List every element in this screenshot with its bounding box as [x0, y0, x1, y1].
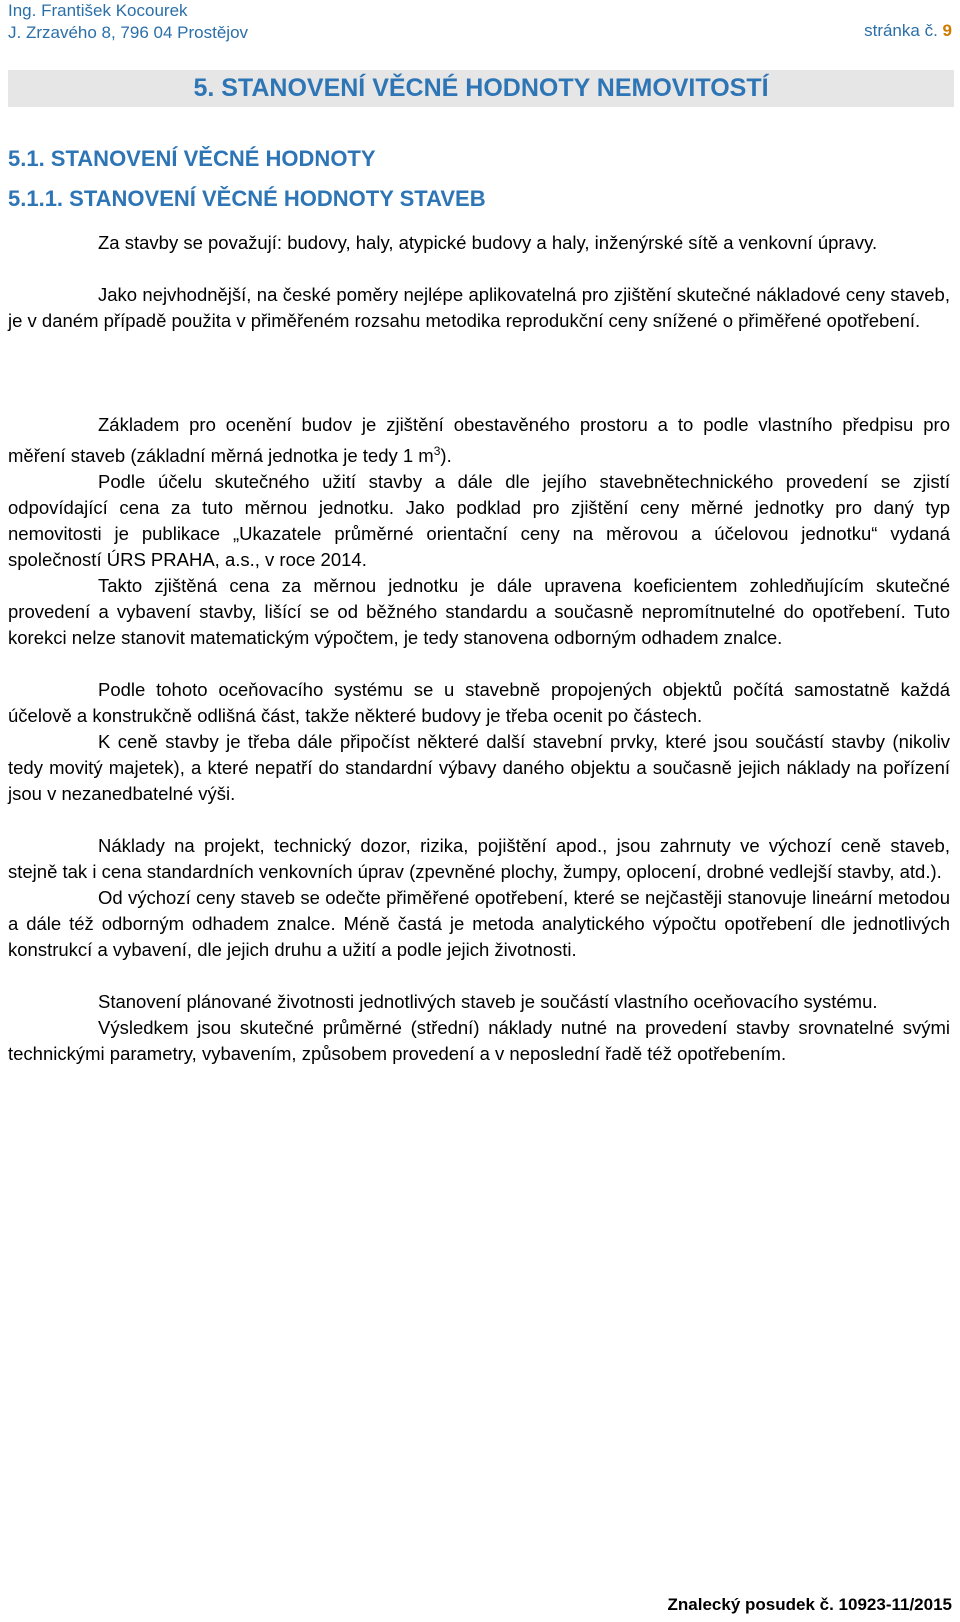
paragraph-naklady: Náklady na projekt, technický dozor, rizika, pojištění apod., jsou zahrnuty ve výchozí ceně staveb, stejně tak i cena standardních venkovních úprav (zpevněné plochy, žumpy, oplocení, drobné vedlejší stavby, atd.). [8, 835, 950, 883]
p3-superscript: 3 [433, 444, 441, 458]
paragraph-opotrebeni: Od výchozí ceny staveb se odečte přiměřené opotřebení, které se nejčastěji stanovuje lineární metodou a dále též odborným odhadem znalce. Méně častá je metoda analytického výpočtu opotřebení dle jednotlivých konstrukcí a vybavení, dle jejich druhu a užití a podle jejich životnosti. [8, 887, 950, 961]
main-text [8, 412, 950, 1067]
paragraph-koeficient: Takto zjištěná cena za měrnou jednotku je dále upravena koeficientem zohledňujícím skutečné provedení a vybavení stavby, lišící se od běžného standardu a současně nepromítnutelné do opotřebení. Tuto korekci nelze stanovit matematickým výpočtem, je tedy stanovena odborným odhadem znalce. [8, 575, 950, 649]
page-header-author [8, 0, 248, 44]
author-name: Ing. František Kocourek [8, 1, 188, 20]
p3-text: Základem pro ocenění budov je zjištění obestavěného prostoru a to podle vlastního předpisu pro měření staveb (základní měrná jednotka je tedy 1 m [8, 414, 950, 467]
page-number-label [864, 20, 952, 42]
paragraph-zivotnost: Stanovení plánované životnosti jednotlivých staveb je součástí vlastního oceňovacího systému. [98, 991, 878, 1013]
section-title-bar [8, 70, 954, 107]
paragraph-vysledek: Výsledkem jsou skutečné průměrné (střední) náklady nutné na provedení stavby srovnatelné svými technickými parametry, vybavením, způsobem provedení a v neposlední řadě též opotřebením. [8, 1017, 950, 1065]
section-title: 5. STANOVENÍ VĚCNÉ HODNOTY NEMOVITOSTÍ [193, 74, 769, 102]
paragraph-stavby-definice: Za stavby se považují: budovy, haly, atypické budovy a haly, inženýrské sítě a venkovní úpravy. [98, 232, 878, 253]
intro-text [8, 230, 950, 334]
paragraph-dalsi-prvky: K ceně stavby je třeba dále připočíst některé další stavební prvky, které jsou součástí stavby (nikoliv tedy movitý majetek), a které nepatří do standardní výbavy daného objektu a současně jejich náklady na pořízení jsou v nezanedbatelné výši. [8, 731, 950, 805]
paragraph-obestaveny-prostor [8, 412, 950, 469]
p3-text-end: ). [440, 445, 452, 467]
paragraph-metodika: Jako nejvhodnější, na české poměry nejlépe aplikovatelná pro zjištění skutečné nákladové ceny staveb, je v daném případě použita v přiměřeném rozsahu metodika reprodukční ceny snížené o přiměřené opotřebení. [8, 284, 950, 331]
heading-5-1: 5.1. STANOVENÍ VĚCNÉ HODNOTY [8, 146, 376, 171]
page-number: 9 [942, 21, 952, 40]
page-label: stránka č. [864, 21, 938, 40]
heading-5-1-1: 5.1.1. STANOVENÍ VĚCNÉ HODNOTY STAVEB [8, 186, 486, 211]
page-footer: Znalecký posudek č. 10923-11/2015 [667, 1595, 952, 1614]
author-address: J. Zrzavého 8, 796 04 Prostějov [8, 23, 249, 42]
paragraph-ucel-uziti: Podle účelu skutečného užití stavby a dále dle jejího stavebnětechnického provedení se zjistí odpovídající cena za tuto měrnou jednotku. Jako podklad pro zjištění ceny měrné jednotky pro daný typ nemovitosti je publikace „Ukazatele průměrné orientační ceny na měrovou a účelovou jednotku“ vydaná společností ÚRS PRAHA, a.s., v roce 2014. [8, 471, 950, 571]
paragraph-oceňovaci-system: Podle tohoto oceňovacího systému se u stavebně propojených objektů počítá samostatně každá účelově a konstrukčně odlišná část, takže některé budovy je třeba ocenit po částech. [8, 679, 950, 727]
